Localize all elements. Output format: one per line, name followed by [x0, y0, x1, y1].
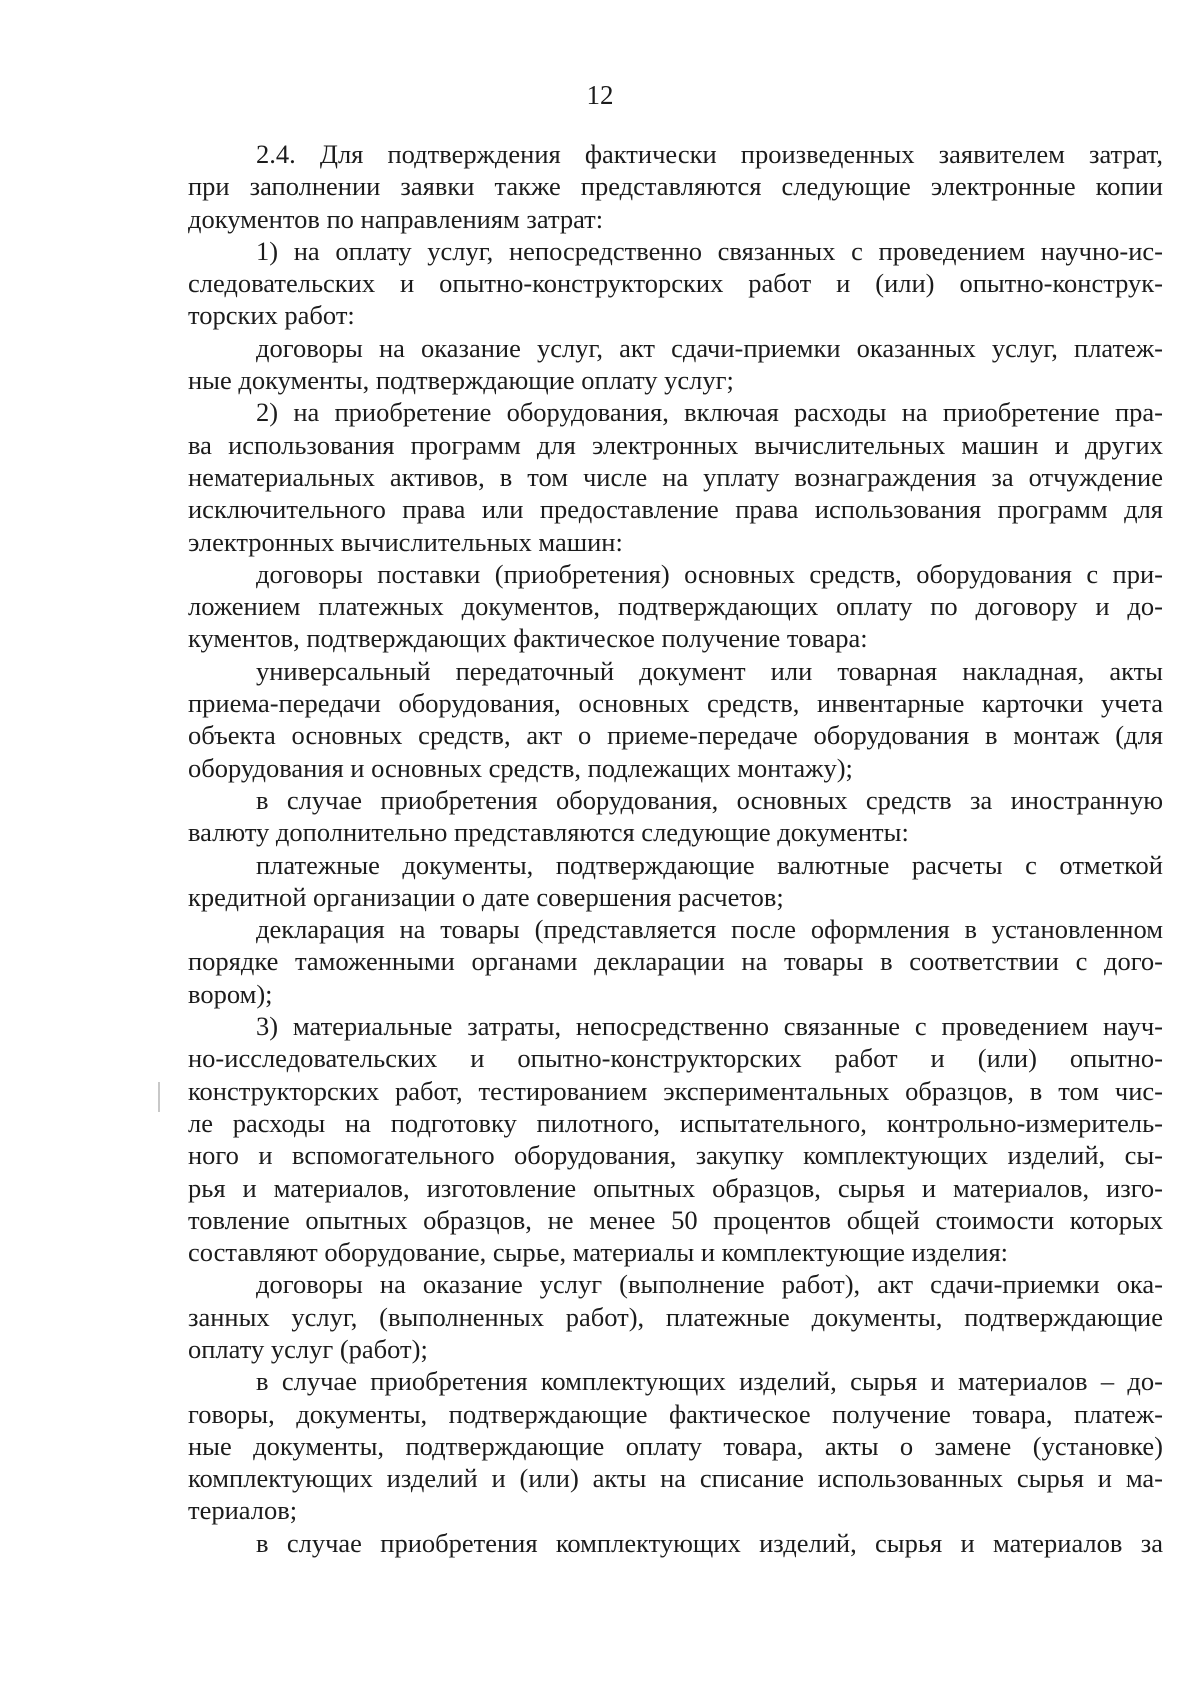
text-line: ва использования программ для электронных вычислительных машин и других — [188, 429, 1163, 460]
paragraph — [188, 1268, 1163, 1365]
paragraph — [188, 1365, 1163, 1526]
text-line: оборудования и основных средств, подлежащих монтажу); — [188, 752, 853, 783]
text-line: при заполнении заявки также представляются следующие электронные копии — [188, 171, 1163, 202]
paragraph — [188, 849, 1163, 914]
text-line: ные документы, подтверждающие оплату услуг; — [188, 365, 734, 396]
text-line: ле расходы на подготовку пилотного, испытательного, контрольно-измеритель- — [188, 1107, 1163, 1138]
paragraph — [188, 138, 1163, 235]
paragraph — [188, 558, 1163, 655]
text-line: приема-передачи оборудования, основных средств, инвентарные карточки учета — [188, 688, 1163, 719]
paragraph — [188, 1527, 1163, 1559]
text-line: электронных вычислительных машин: — [188, 526, 623, 557]
text-line: но-исследовательских и опытно-конструкторских работ и (или) опытно- — [188, 1043, 1163, 1074]
text-line: порядке таможенными органами декларации на товары в соответствии с дого- — [188, 946, 1163, 977]
text-line: договоры поставки (приобретения) основных средств, оборудования с при- — [256, 558, 1163, 589]
text-line: занных услуг, (выполненных работ), платежные документы, подтверждающие — [188, 1301, 1163, 1332]
text-line: договоры на оказание услуг (выполнение работ), акт сдачи-приемки ока- — [256, 1269, 1163, 1300]
paragraph — [188, 235, 1163, 332]
text-line: 2.4. Для подтверждения фактически произведенных заявителем затрат, — [256, 139, 1163, 169]
text-line: следовательских и опытно-конструкторских работ и (или) опытно-конструк- — [188, 268, 1163, 299]
paragraph — [188, 913, 1163, 1010]
text-line: оплату услуг (работ); — [188, 1333, 428, 1364]
paragraph — [188, 655, 1163, 784]
text-line: товление опытных образцов, не менее 50 процентов общей стоимости которых — [188, 1204, 1163, 1235]
text-line: платежные документы, подтверждающие валютные расчеты с отметкой — [256, 849, 1163, 880]
text-line: комплектующих изделий и (или) акты на списание использованных сырья и ма- — [188, 1463, 1163, 1494]
text-line: 3) материальные затраты, непосредственно связанные с проведением науч- — [256, 1011, 1163, 1042]
text-line: в случае приобретения комплектующих изделий, сырья и материалов за — [256, 1527, 1163, 1558]
text-line: вором); — [188, 978, 273, 1009]
text-line: нематериальных активов, в том числе на уплату вознаграждения за отчуждение — [188, 461, 1163, 492]
text-line: 1) на оплату услуг, непосредственно связанных с проведением научно-ис- — [256, 235, 1163, 266]
text-line: в случае приобретения оборудования, основных средств за иностранную — [256, 784, 1163, 815]
text-line: декларация на товары (представляется после оформления в установленном — [256, 914, 1163, 945]
text-line: ные документы, подтверждающие оплату товара, акты о замене (установке) — [188, 1430, 1163, 1461]
paragraph — [188, 396, 1163, 557]
text-line: говоры, документы, подтверждающие фактическое получение товара, платеж- — [188, 1398, 1163, 1429]
text-line: кументов, подтверждающих фактическое получение товара: — [188, 623, 868, 654]
paragraph — [188, 784, 1163, 849]
scan-artifact-mark — [158, 1082, 160, 1112]
text-line: универсальный передаточный документ или товарная накладная, акты — [256, 655, 1163, 686]
paragraph — [188, 1010, 1163, 1268]
text-line: валюту дополнительно представляются следующие документы: — [188, 817, 909, 848]
paragraph — [188, 332, 1163, 397]
document-body — [188, 138, 1163, 1559]
text-line: составляют оборудование, сырье, материалы и комплектующие изделия: — [188, 1237, 1008, 1268]
text-line: ложением платежных документов, подтверждающих оплату по договору и до- — [188, 591, 1163, 622]
text-line: договоры на оказание услуг, акт сдачи-приемки оказанных услуг, платеж- — [256, 332, 1163, 363]
text-line: объекта основных средств, акт о приеме-передаче оборудования в монтаж (для — [188, 720, 1163, 751]
text-line: рья и материалов, изготовление опытных образцов, сырья и материалов, изго- — [188, 1172, 1163, 1203]
text-line: в случае приобретения комплектующих изделий, сырья и материалов – до- — [256, 1366, 1163, 1397]
text-line: конструкторских работ, тестированием экспериментальных образцов, в том чис- — [188, 1075, 1163, 1106]
text-line: териалов; — [188, 1495, 298, 1526]
text-line: ного и вспомогательного оборудования, закупку комплектующих изделий, сы- — [188, 1140, 1163, 1171]
text-line: документов по направлениям затрат: — [188, 203, 604, 234]
text-line: торских работ: — [188, 300, 355, 331]
page-number: 12 — [586, 80, 614, 110]
text-line: исключительного права или предоставление права использования программ для — [188, 494, 1163, 525]
text-line: 2) на приобретение оборудования, включая расходы на приобретение пра- — [256, 397, 1163, 428]
text-line: кредитной организации о дате совершения расчетов; — [188, 881, 784, 912]
